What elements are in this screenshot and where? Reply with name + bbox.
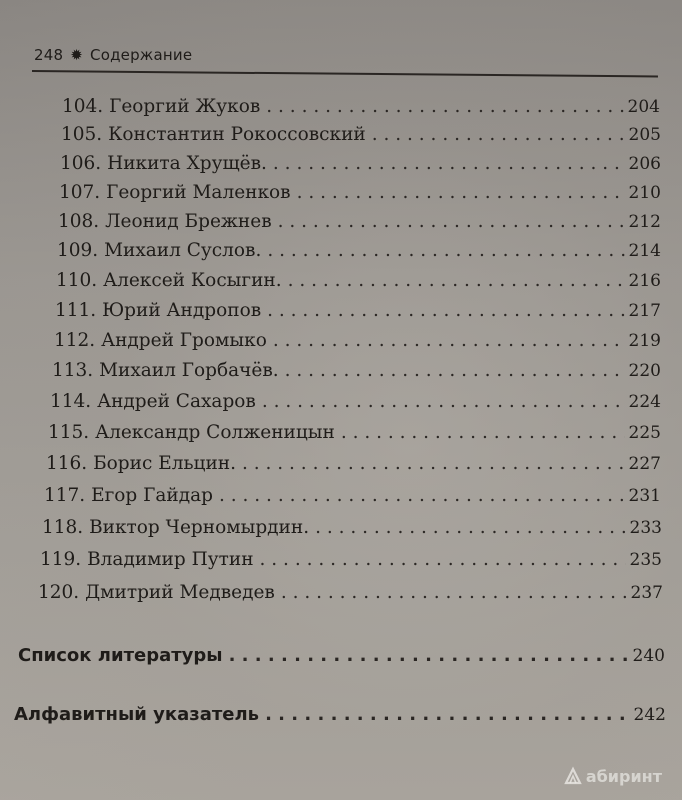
leader-dots (341, 422, 625, 444)
toc-entry-page: 224 (628, 392, 661, 412)
toc-entry-page: 219 (628, 331, 661, 351)
toc-entry-title: 115. Александр Солженицын (48, 422, 335, 443)
labirint-logo-icon (563, 766, 583, 786)
toc-entry[interactable] (60, 153, 661, 175)
toc-entry-title: 107. Георгий Маленков (59, 182, 291, 203)
toc-entry[interactable] (59, 182, 661, 204)
toc-entry-title: 114. Андрей Сахаров (50, 391, 256, 412)
toc-entry-title: 104. Георгий Жуков (62, 96, 261, 117)
leader-dots (273, 330, 625, 352)
toc-entry[interactable] (57, 240, 661, 262)
leader-dots (285, 360, 625, 382)
toc-entry-page: 214 (628, 241, 661, 261)
leader-dots (281, 582, 627, 604)
toc-entry-title: 111. Юрий Андропов (55, 300, 262, 321)
toc-entry-title: 105. Константин Рокоссовский (61, 124, 366, 145)
toc-entry[interactable] (56, 270, 661, 292)
toc-entry[interactable] (46, 453, 661, 475)
toc-entry[interactable] (40, 549, 662, 571)
toc-entry-title: 112. Андрей Громыко (54, 330, 267, 351)
toc-entry[interactable] (55, 300, 661, 322)
leader-dots (265, 704, 629, 726)
toc-entry[interactable] (54, 330, 661, 352)
toc-section-title: Список литературы (18, 645, 223, 666)
toc-entry-title: 109. Михаил Суслов. (57, 240, 262, 261)
toc-entry[interactable] (44, 485, 661, 507)
toc-entry-page: 220 (628, 361, 661, 381)
toc-section-title: Алфавитный указатель (14, 704, 260, 725)
toc-section[interactable] (14, 704, 666, 726)
toc-entry-page: 225 (628, 423, 661, 443)
toc-entry-page: 235 (629, 550, 662, 570)
leader-dots (297, 182, 625, 204)
toc-entry-page: 206 (628, 154, 661, 174)
toc-section-page: 240 (632, 646, 665, 666)
toc-section[interactable] (18, 645, 665, 667)
toc-entry-page: 233 (629, 518, 662, 538)
toc-entry-title: 117. Егор Гайдар (44, 485, 214, 506)
leader-dots (219, 485, 625, 507)
header-page-number: 248 (34, 46, 64, 64)
toc-entry-page: 227 (628, 454, 661, 474)
leader-dots (267, 300, 624, 322)
toc-entry-title: 119. Владимир Путин (40, 549, 254, 570)
toc-entry[interactable] (52, 360, 661, 382)
toc-entry-page: 205 (628, 125, 661, 145)
leader-dots (372, 124, 625, 146)
ornament-icon: ✹ (70, 45, 84, 64)
toc-entry-title: 108. Леонид Брежнев (58, 211, 272, 232)
toc-entry[interactable] (50, 391, 661, 413)
toc-entry-page: 204 (627, 97, 660, 117)
toc-entry-page: 217 (628, 301, 661, 321)
watermark (563, 766, 662, 786)
leader-dots (262, 391, 625, 413)
leader-dots (229, 645, 629, 667)
toc-entry-title: 106. Никита Хрущёв. (60, 153, 267, 174)
toc-entry[interactable] (48, 422, 661, 444)
toc-entry[interactable] (62, 96, 660, 118)
toc-entry-page: 210 (628, 183, 661, 203)
toc-entry-title: 116. Борис Ельцин. (46, 453, 236, 474)
toc-entry[interactable] (58, 211, 661, 233)
toc-entry[interactable] (42, 517, 662, 539)
leader-dots (266, 96, 623, 118)
toc-entry-title: 110. Алексей Косыгин. (56, 270, 282, 291)
toc-entry-page: 231 (628, 486, 661, 506)
leader-dots (278, 211, 625, 233)
watermark-text: абиринт (585, 766, 662, 786)
leader-dots (315, 517, 625, 539)
leader-dots (242, 453, 625, 475)
toc-entry[interactable] (61, 124, 661, 146)
toc-entry-title: 120. Дмитрий Медведев (38, 582, 275, 603)
leader-dots (288, 270, 625, 292)
toc-entry-page: 216 (628, 271, 661, 291)
toc-entry[interactable] (38, 582, 663, 604)
leader-dots (273, 153, 625, 175)
header-title: Содержание (90, 46, 193, 64)
toc-section-page: 242 (633, 705, 666, 725)
toc-entry-page: 237 (630, 583, 663, 603)
leader-dots (267, 240, 624, 262)
leader-dots (260, 549, 626, 571)
toc-entry-title: 113. Михаил Горбачёв. (52, 360, 279, 381)
toc-entry-title: 118. Виктор Черномырдин. (42, 517, 310, 538)
toc-entry-page: 212 (628, 212, 661, 232)
